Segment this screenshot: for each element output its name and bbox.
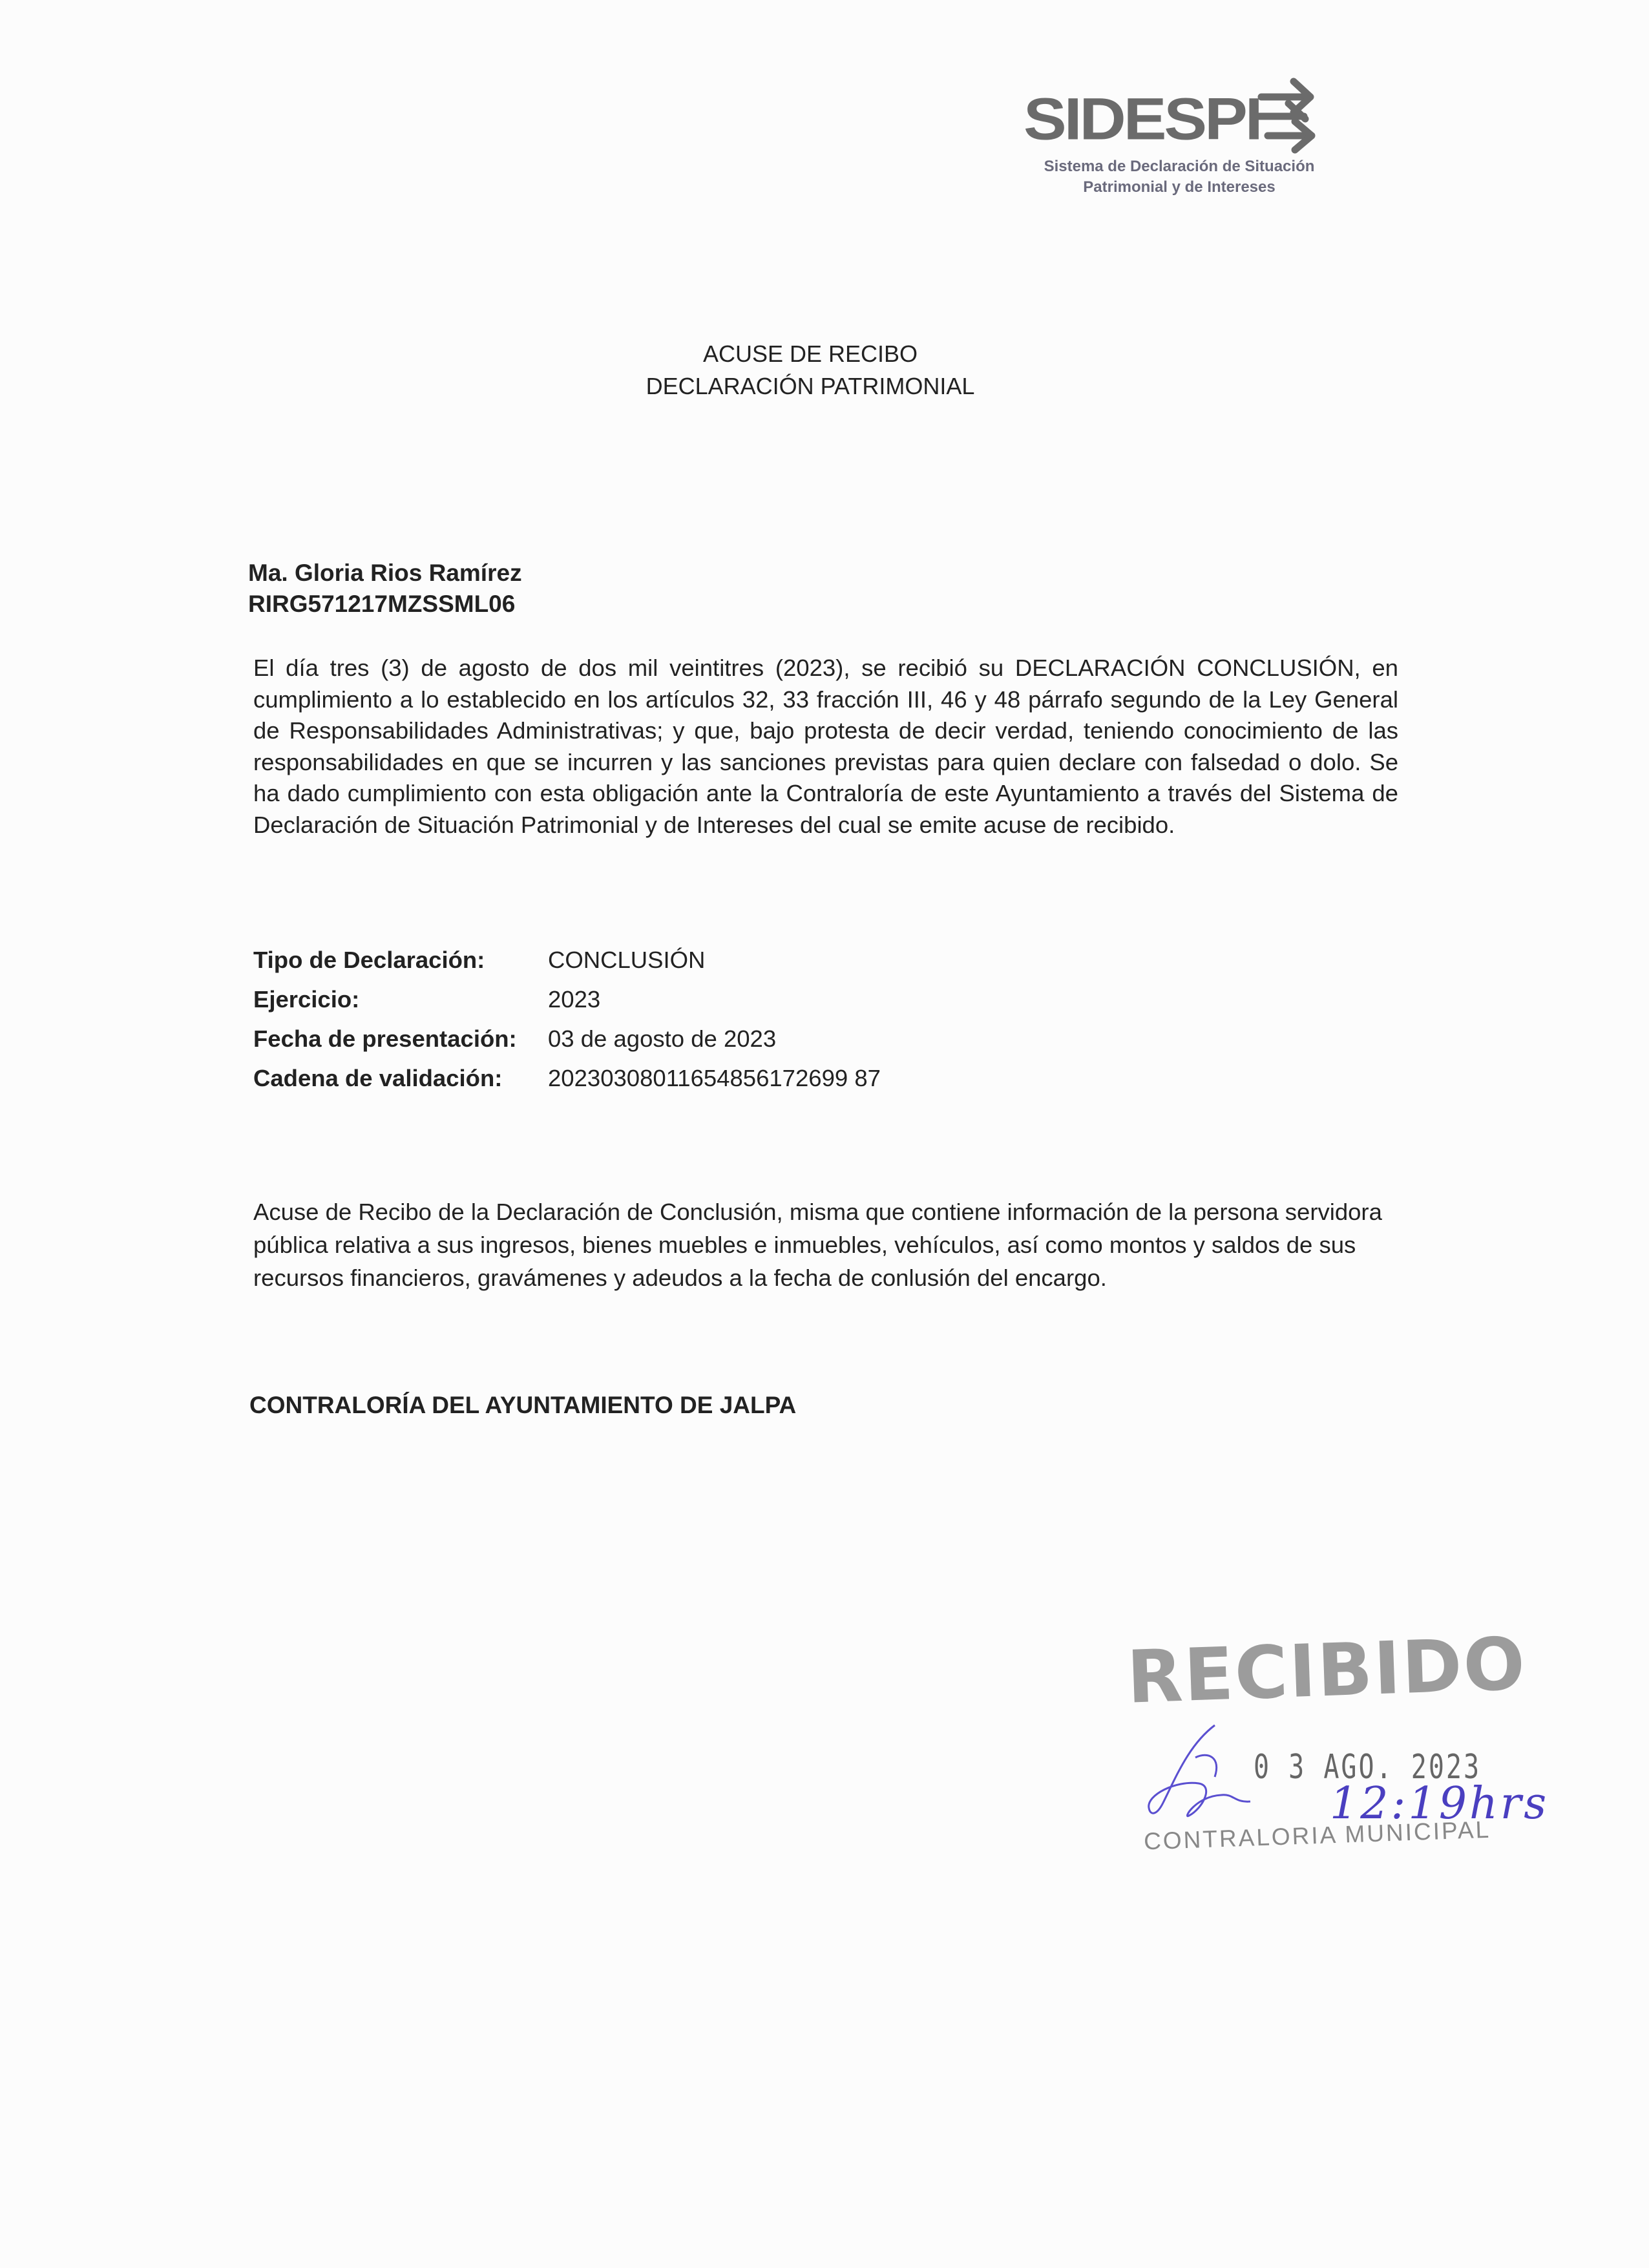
detail-label: Cadena de validación: (253, 1065, 503, 1091)
arrows-icon (1248, 72, 1326, 156)
declarant-name: Ma. Gloria Rios Ramírez (248, 560, 522, 586)
receipt-description: Acuse de Recibo de la Declaración de Conclusión, misma que contiene información de la persona servidora pública relativa a sus ingresos, bienes muebles e inmuebles, vehículos, así como montos y saldos de sus recursos financieros, gravámenes y adeudos a la fecha de conlusión del encargo. (253, 1199, 1382, 1291)
sidespi-logo (1021, 71, 1338, 200)
detail-row-date (253, 1025, 881, 1065)
detail-value: 2023 (548, 986, 601, 1013)
issuing-organization: CONTRALORÍA DEL AYUNTAMIENTO DE JALPA (249, 1392, 797, 1418)
stamp-date: 0 3 AGO. 2023 (1254, 1748, 1482, 1787)
logo-wordmark: SIDESPI (1024, 85, 1261, 152)
detail-row-validation (253, 1065, 881, 1104)
detail-label: Ejercicio: (253, 986, 360, 1013)
stamp-handwritten-time: 12:19hrs (1330, 1778, 1549, 1829)
stamp-office: CONTRALORIA MUNICIPAL (1143, 1816, 1491, 1855)
received-stamp (1124, 1622, 1549, 1867)
detail-value: 03 de agosto de 2023 (548, 1025, 777, 1052)
detail-label: Tipo de Declaración: (253, 947, 485, 973)
detail-value: CONCLUSIÓN (548, 947, 706, 973)
declarant-id: RIRG571217MZSSML06 (248, 591, 516, 617)
logo-subtitle-line1: Sistema de Declaración de Situación (1044, 158, 1315, 175)
detail-label: Fecha de presentación: (253, 1025, 517, 1052)
document-subtitle: DECLARACIÓN PATRIMONIAL (646, 373, 975, 399)
receipt-paragraph: El día tres (3) de agosto de dos mil veintitres (2023), se recibió su DECLARACIÓN CONCLUSIÓN, en cumplimiento a lo establecido en los artículos 32, 33 fracción III, 46 y 48 párrafo segundo de la Ley General de Responsabilidades Administrativas; y que, bajo protesta de decir verdad, teniendo conocimiento de las responsabilidades en que se incurren y las sanciones previstas para quien declare con falsedad o dolo. Se ha dado cumplimiento con esta obligación ante la Contraloría de este Ayuntamiento a través del Sistema de Declaración de Situación Patrimonial y de Intereses del cual se emite acuse de recibido. (253, 655, 1398, 838)
declaration-details (253, 947, 881, 1104)
stamp-title: RECIBIDO (1125, 1622, 1528, 1720)
document-title: ACUSE DE RECIBO (702, 341, 918, 367)
logo-subtitle-line2: Patrimonial y de Intereses (1083, 178, 1276, 196)
detail-row-type (253, 947, 881, 986)
detail-value: 20230308011654856172699 87 (548, 1065, 881, 1091)
detail-row-exercise (253, 986, 881, 1025)
